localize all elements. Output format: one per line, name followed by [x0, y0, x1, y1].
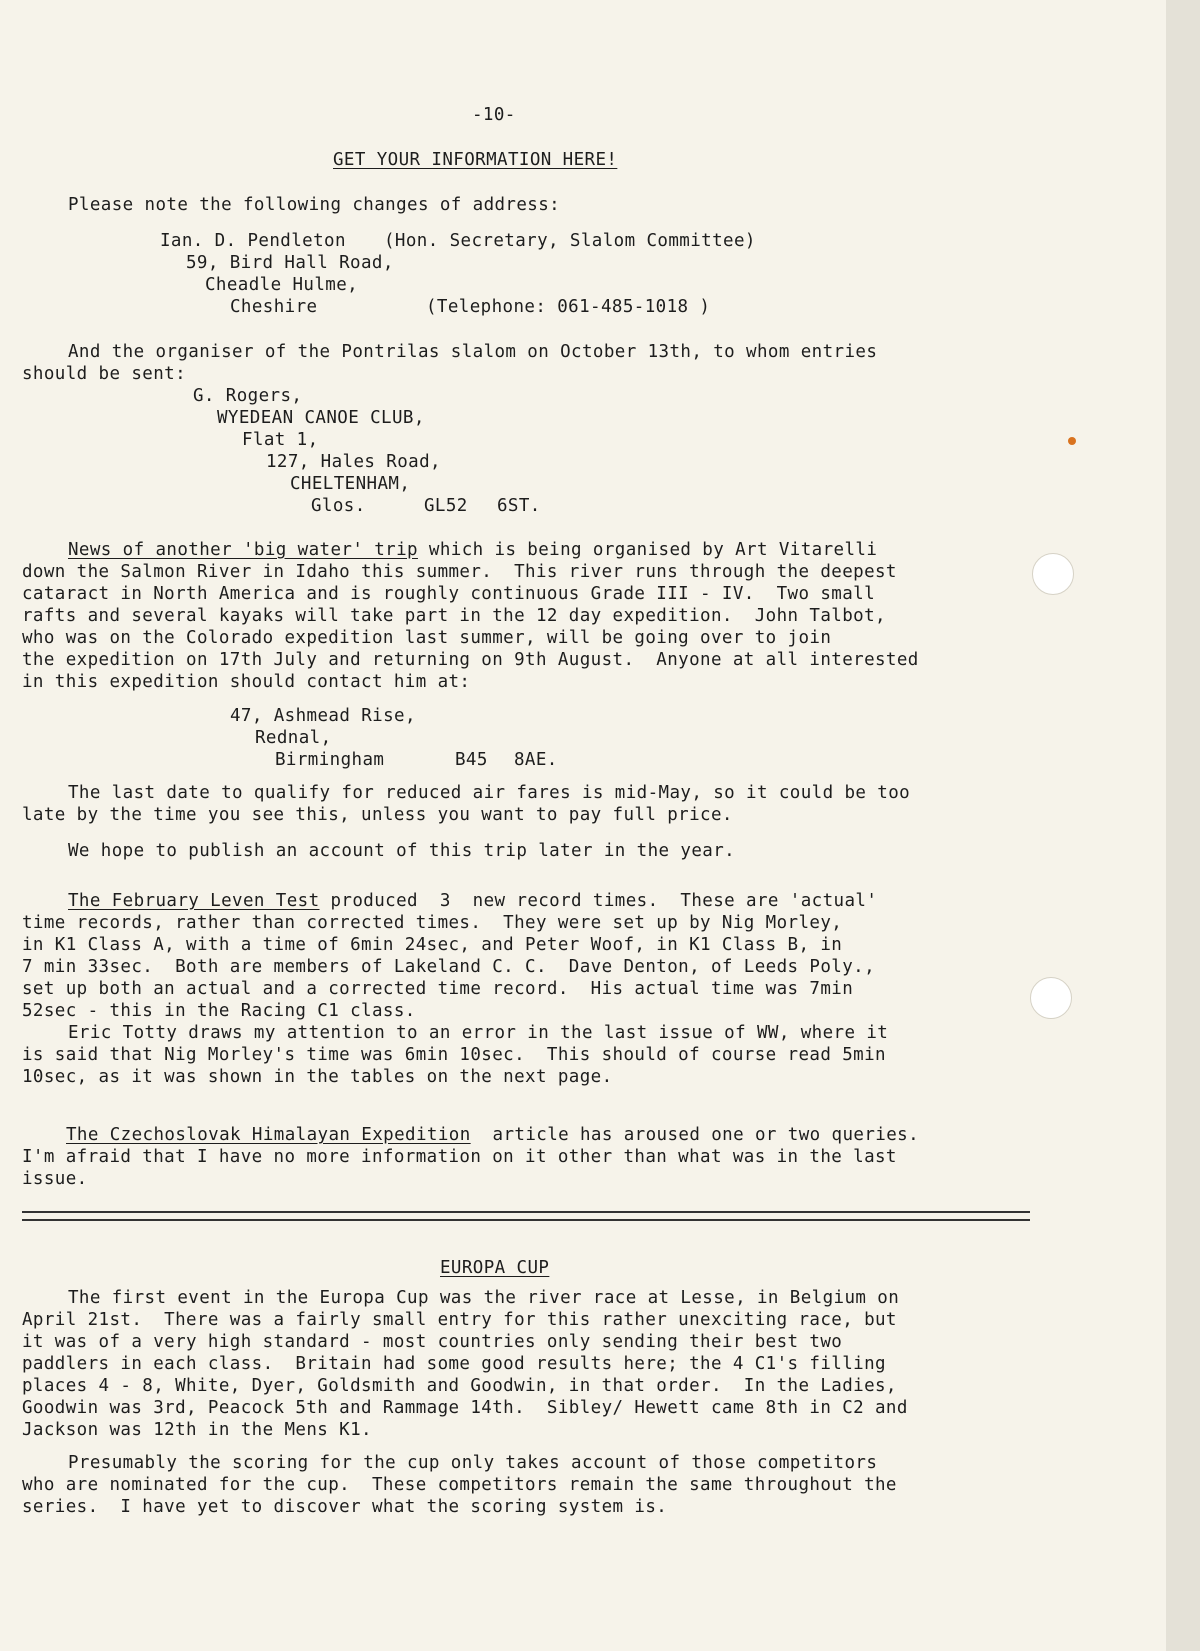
leven-line-6: 52sec - this in the Racing C1 class.: [22, 1001, 416, 1021]
salmon-line-1: [68, 539, 877, 561]
salmon-line-7: in this expedition should contact him at:: [22, 672, 471, 692]
talbot-postcode-part1: B45: [455, 750, 488, 770]
europa-line-1: The first event in the Europa Cup was the river race at Lesse, in Belgium on: [68, 1288, 900, 1308]
pendleton-street: 59, Bird Hall Road,: [186, 253, 394, 273]
europa-line-3: it was of a very high standard - most countries only sending their best two: [22, 1332, 843, 1352]
salmon-line-6: the expedition on 17th July and returning on 9th August. Anyone at all interested: [22, 650, 919, 670]
rogers-name: G. Rogers,: [193, 386, 303, 406]
punch-hole-bottom: [1030, 977, 1072, 1019]
talbot-postcode-part2: 8AE.: [514, 750, 558, 770]
leven-line-1: [68, 890, 877, 912]
page-number: -10-: [472, 105, 516, 125]
czech-heading: The Czechoslovak Himalayan Expedition: [66, 1125, 471, 1145]
rogers-flat: Flat 1,: [242, 430, 319, 450]
rogers-postcode-part2: 6ST.: [497, 496, 541, 516]
pendleton-telephone: (Telephone: 061-485-1018 ): [426, 297, 711, 317]
leven-line-5: set up both an actual and a corrected time record. His actual time was 7min: [22, 979, 854, 999]
ink-spot: [1068, 437, 1076, 445]
leven-line-3: in K1 Class A, with a time of 6min 24sec, and Peter Woof, in K1 Class B, in: [22, 935, 843, 955]
airfare-line-2: late by the time you see this, unless you want to pay full price.: [22, 805, 733, 825]
czech-line-3: issue.: [22, 1169, 88, 1189]
europa-line-5: places 4 - 8, White, Dyer, Goldsmith and Goodwin, in that order. In the Ladies,: [22, 1376, 897, 1396]
rogers-town: CHELTENHAM,: [290, 474, 411, 494]
talbot-district: Rednal,: [255, 728, 332, 748]
rogers-postcode-part1: GL52: [424, 496, 468, 516]
europa-line-8: Presumably the scoring for the cup only takes account of those competitors: [68, 1453, 878, 1473]
europa-line-7: Jackson was 12th in the Mens K1.: [22, 1420, 372, 1440]
talbot-street: 47, Ashmead Rise,: [230, 706, 416, 726]
pendleton-town: Cheadle Hulme,: [205, 275, 359, 295]
airfare-line-1: The last date to qualify for reduced air fares is mid-May, so it could be too: [68, 783, 911, 803]
talbot-city: Birmingham: [275, 750, 385, 770]
punch-hole-top: [1032, 553, 1074, 595]
account-line: We hope to publish an account of this trip later in the year.: [68, 841, 736, 861]
leven-line-4: 7 min 33sec. Both are members of Lakeland C. C. Dave Denton, of Leeds Poly.,: [22, 957, 875, 977]
rogers-county: Glos.: [311, 496, 366, 516]
salmon-line-2: down the Salmon River in Idaho this summer. This river runs through the deepest: [22, 562, 897, 582]
czech-line-1-rest: article has aroused one or two queries.: [470, 1125, 920, 1145]
czech-line-2: I'm afraid that I have no more information on it other than what was in the last: [22, 1147, 897, 1167]
address-intro: Please note the following changes of address:: [68, 195, 561, 215]
europa-line-2: April 21st. There was a fairly small entry for this rather unexciting race, but: [22, 1310, 897, 1330]
section-divider: [22, 1211, 1030, 1221]
rogers-street: 127, Hales Road,: [266, 452, 441, 472]
salmon-line-5: who was on the Colorado expedition last summer, will be going over to join: [22, 628, 832, 648]
pendleton-role: (Hon. Secretary, Slalom Committee): [384, 231, 756, 251]
salmon-heading: News of another 'big water' trip: [68, 540, 418, 560]
europa-line-4: paddlers in each class. Britain had some good results here; the 4 C1's filling: [22, 1354, 886, 1374]
leven-line-7: Eric Totty draws my attention to an error in the last issue of WW, where it: [68, 1023, 889, 1043]
salmon-line-3: cataract in North America and is roughly continuous Grade III - IV. Two small: [22, 584, 875, 604]
organiser-line-1: And the organiser of the Pontrilas slalom on October 13th, to whom entries: [68, 342, 878, 362]
rogers-club: WYEDEAN CANOE CLUB,: [217, 408, 425, 428]
europa-line-9: who are nominated for the cup. These competitors remain the same throughout the: [22, 1475, 897, 1495]
leven-line-8: is said that Nig Morley's time was 6min 10sec. This should of course read 5min: [22, 1045, 886, 1065]
salmon-line-4: rafts and several kayaks will take part in the 12 day expedition. John Talbot,: [22, 606, 886, 626]
organiser-line-2: should be sent:: [22, 364, 187, 384]
leven-line-1-rest: produced 3 new record times. These are 'actual': [319, 891, 878, 911]
europa-line-6: Goodwin was 3rd, Peacock 5th and Rammage 14th. Sibley/ Hewett came 8th in C2 and: [22, 1398, 908, 1418]
pendleton-county: Cheshire: [230, 297, 318, 317]
salmon-line-1-rest: which is being organised by Art Vitarelli: [417, 540, 878, 560]
page-edge-margin: [1166, 0, 1200, 1651]
leven-line-9: 10sec, as it was shown in the tables on the next page.: [22, 1067, 613, 1087]
section-title: GET YOUR INFORMATION HERE!: [333, 150, 618, 170]
czech-line-1: [66, 1124, 919, 1146]
leven-line-2: time records, rather than corrected times. They were set up by Nig Morley,: [22, 913, 843, 933]
europa-cup-title: EUROPA CUP: [440, 1258, 550, 1278]
pendleton-name: Ian. D. Pendleton: [160, 231, 346, 251]
europa-line-10: series. I have yet to discover what the scoring system is.: [22, 1497, 668, 1517]
leven-heading: The February Leven Test: [68, 891, 320, 911]
